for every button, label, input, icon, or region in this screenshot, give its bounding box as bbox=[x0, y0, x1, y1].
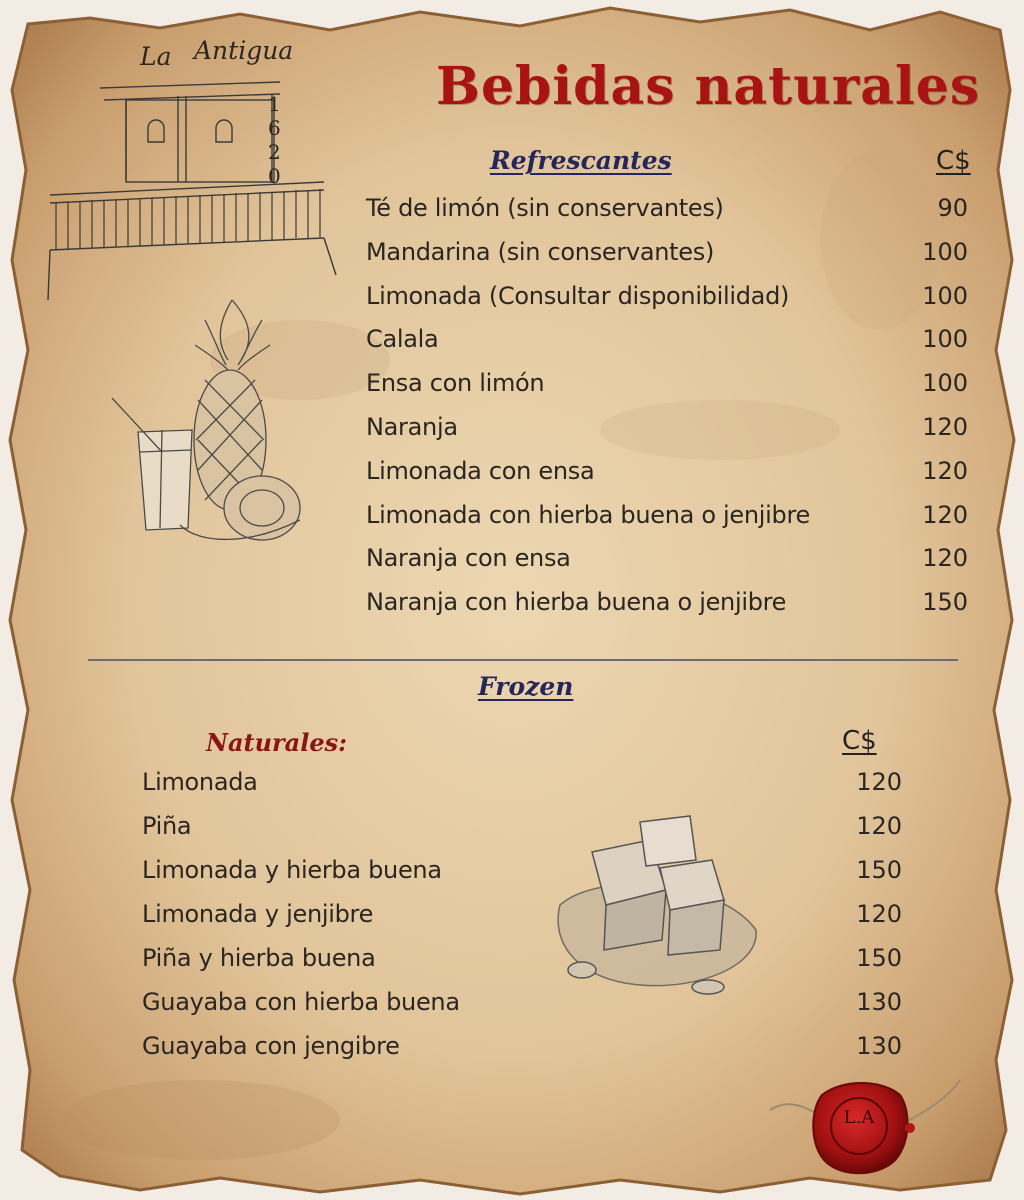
menu-item-name: Ensa con limón bbox=[366, 369, 545, 398]
menu-item-row bbox=[142, 988, 902, 1028]
menu-item-name: Té de limón (sin conservantes) bbox=[366, 194, 724, 222]
menu-item-name: Piña y hierba buena bbox=[142, 944, 376, 972]
section-divider bbox=[88, 659, 958, 661]
menu-item-price: 100 bbox=[922, 237, 968, 266]
menu-item-price: 150 bbox=[856, 944, 902, 972]
menu-item-row bbox=[142, 944, 902, 984]
menu-item-name: Naranja con hierba buena o jenjibre bbox=[366, 588, 787, 617]
menu-item-price: 120 bbox=[856, 812, 902, 840]
menu-item-price: 90 bbox=[937, 194, 968, 222]
menu-item-name: Naranja bbox=[366, 413, 458, 441]
menu-item-price: 100 bbox=[922, 369, 968, 398]
menu-item-price: 120 bbox=[922, 413, 968, 441]
menu-item-row bbox=[366, 588, 968, 628]
menu-item-row bbox=[142, 812, 902, 852]
menu-item-row bbox=[366, 413, 968, 453]
menu-item-row bbox=[366, 544, 968, 584]
seal-monogram: L.A bbox=[843, 1107, 875, 1128]
menu-item-row bbox=[366, 501, 968, 541]
menu-item-row bbox=[366, 238, 968, 278]
section-heading-frozen: Frozen bbox=[478, 672, 574, 701]
menu-item-price: 120 bbox=[856, 768, 902, 796]
menu-item-price: 100 bbox=[922, 281, 968, 310]
menu-item-row bbox=[366, 369, 968, 409]
menu-item-price: 130 bbox=[856, 988, 902, 1016]
menu-item-price: 120 bbox=[856, 900, 902, 928]
menu-item-name: Piña bbox=[142, 812, 192, 840]
logo-name-la: La bbox=[140, 42, 172, 71]
menu-item-price: 120 bbox=[922, 544, 968, 573]
menu-item-row bbox=[366, 457, 968, 497]
menu-item-row bbox=[142, 856, 902, 896]
currency-label-refrescantes: C$ bbox=[936, 146, 971, 176]
menu-item-row bbox=[366, 282, 968, 322]
menu-item-name: Mandarina (sin conservantes) bbox=[366, 237, 715, 266]
menu-item-price: 150 bbox=[922, 588, 968, 617]
menu-item-row bbox=[142, 1032, 902, 1072]
menu-item-price: 130 bbox=[856, 1032, 902, 1060]
menu-item-price: 150 bbox=[856, 856, 902, 884]
menu-item-row bbox=[366, 325, 968, 365]
menu-item-row bbox=[142, 900, 902, 940]
subsection-heading-naturales: Naturales: bbox=[206, 728, 347, 757]
menu-item-row bbox=[366, 194, 968, 234]
menu-item-name: Limonada y jenjibre bbox=[142, 900, 374, 928]
menu-item-name: Limonada bbox=[142, 768, 258, 796]
menu-item-name: Guayaba con hierba buena bbox=[142, 988, 460, 1016]
menu-item-name: Naranja con ensa bbox=[366, 544, 571, 573]
menu-item-name: Limonada y hierba buena bbox=[142, 856, 442, 884]
menu-item-name: Guayaba con jengibre bbox=[142, 1032, 400, 1060]
menu-item-name: Limonada con ensa bbox=[366, 456, 595, 485]
menu-item-row bbox=[142, 768, 902, 808]
menu-item-name: Limonada con hierba buena o jenjibre bbox=[366, 500, 810, 529]
menu-item-price: 100 bbox=[922, 325, 968, 354]
section-heading-refrescantes: Refrescantes bbox=[490, 146, 672, 175]
currency-label-frozen: C$ bbox=[842, 726, 877, 756]
page-title: Bebidas naturales bbox=[436, 56, 981, 117]
menu-item-name: Limonada (Consultar disponibilidad) bbox=[366, 281, 790, 310]
menu-item-name: Calala bbox=[366, 325, 439, 354]
menu-item-price: 120 bbox=[922, 456, 968, 485]
logo-year: 1620 bbox=[268, 92, 281, 188]
logo-name-antigua: Antigua bbox=[194, 36, 294, 65]
menu-item-price: 120 bbox=[922, 500, 968, 529]
